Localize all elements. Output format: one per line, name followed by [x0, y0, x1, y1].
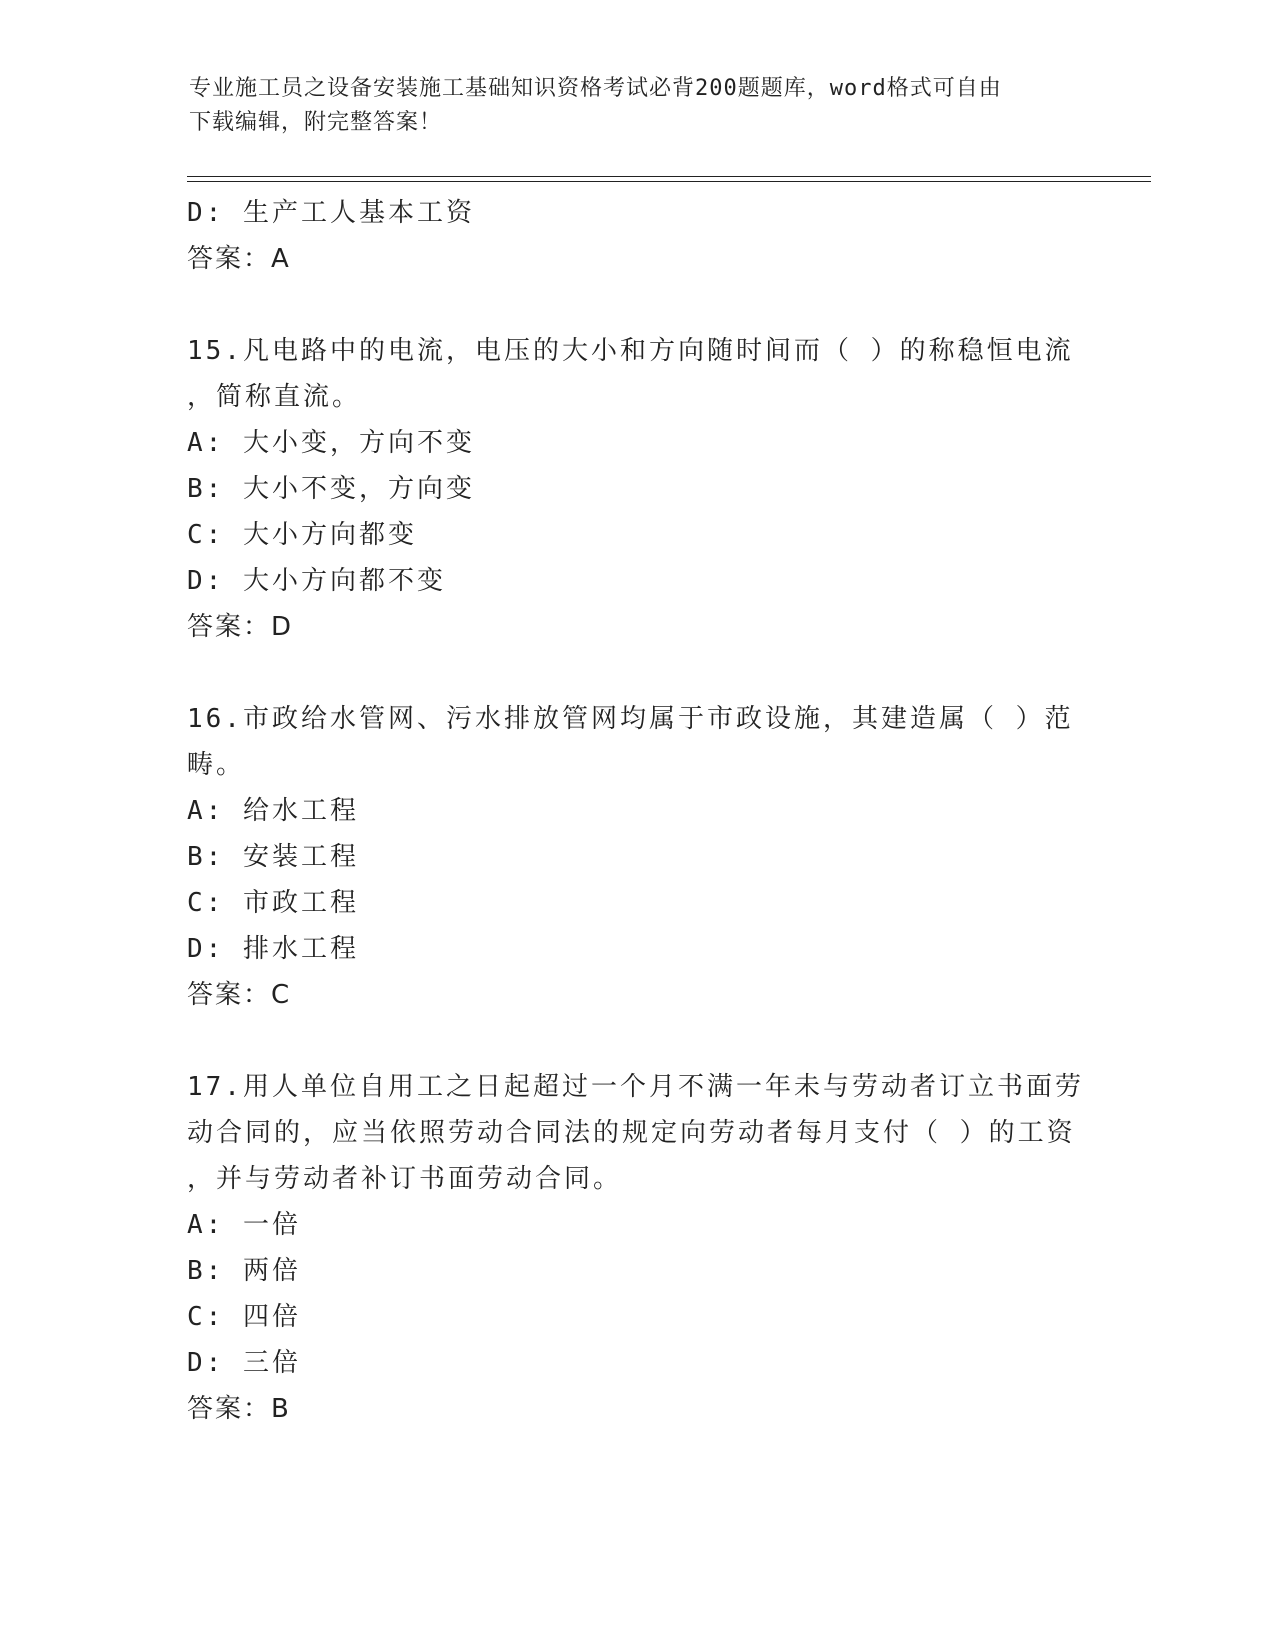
question-17-line-2: 动合同的，应当依照劳动合同法的规定向劳动者每月支付（ ）的工资 — [187, 1118, 1076, 1148]
prev-answer: 答案：A — [187, 244, 291, 274]
question-16-text — [187, 696, 1087, 788]
question-17-option-c: C: 四倍 — [187, 1302, 301, 1332]
question-16-option-c: C: 市政工程 — [187, 888, 359, 918]
spacer — [187, 1018, 1087, 1064]
question-content — [187, 190, 1087, 1432]
document-header — [189, 72, 1069, 140]
spacer — [187, 650, 1087, 696]
prev-option-d: D: 生产工人基本工资 — [187, 198, 475, 228]
question-17-option-a: A: 一倍 — [187, 1210, 301, 1240]
question-15-line-2: ，简称直流。 — [187, 382, 362, 412]
question-17-line-3: ，并与劳动者补订书面劳动合同。 — [187, 1164, 623, 1194]
question-16-option-b: B: 安装工程 — [187, 842, 359, 872]
question-16-option-d: D: 排水工程 — [187, 934, 359, 964]
spacer — [187, 282, 1087, 328]
question-16-line-2: 畴。 — [187, 750, 246, 780]
question-15-option-d: D: 大小方向都不变 — [187, 566, 446, 596]
question-15-option-b: B: 大小不变，方向变 — [187, 474, 475, 504]
header-line-2: 下载编辑，附完整答案！ — [189, 110, 443, 135]
question-17-option-b: B: 两倍 — [187, 1256, 301, 1286]
question-17-option-d: D: 三倍 — [187, 1348, 301, 1378]
question-15-option-a: A: 大小变，方向不变 — [187, 428, 475, 458]
header-divider-top — [187, 176, 1151, 177]
question-15-line-1: 15.凡电路中的电流，电压的大小和方向随时间而（ ）的称稳恒电流 — [187, 336, 1074, 366]
question-16-answer: 答案：C — [187, 980, 292, 1010]
question-16-option-a: A: 给水工程 — [187, 796, 359, 826]
question-15-answer: 答案：D — [187, 612, 294, 642]
question-16-line-1: 16.市政给水管网、污水排放管网均属于市政设施，其建造属（ ）范 — [187, 704, 1074, 734]
header-divider-bottom — [187, 181, 1151, 182]
question-15-text — [187, 328, 1087, 420]
header-line-1: 专业施工员之设备安装施工基础知识资格考试必背200题题库，word格式可自由 — [189, 76, 1002, 101]
question-15-option-c: C: 大小方向都变 — [187, 520, 417, 550]
question-17-text — [187, 1064, 1087, 1202]
question-17-answer: 答案：B — [187, 1394, 291, 1424]
question-17-line-1: 17.用人单位自用工之日起超过一个月不满一年未与劳动者订立书面劳 — [187, 1072, 1084, 1102]
